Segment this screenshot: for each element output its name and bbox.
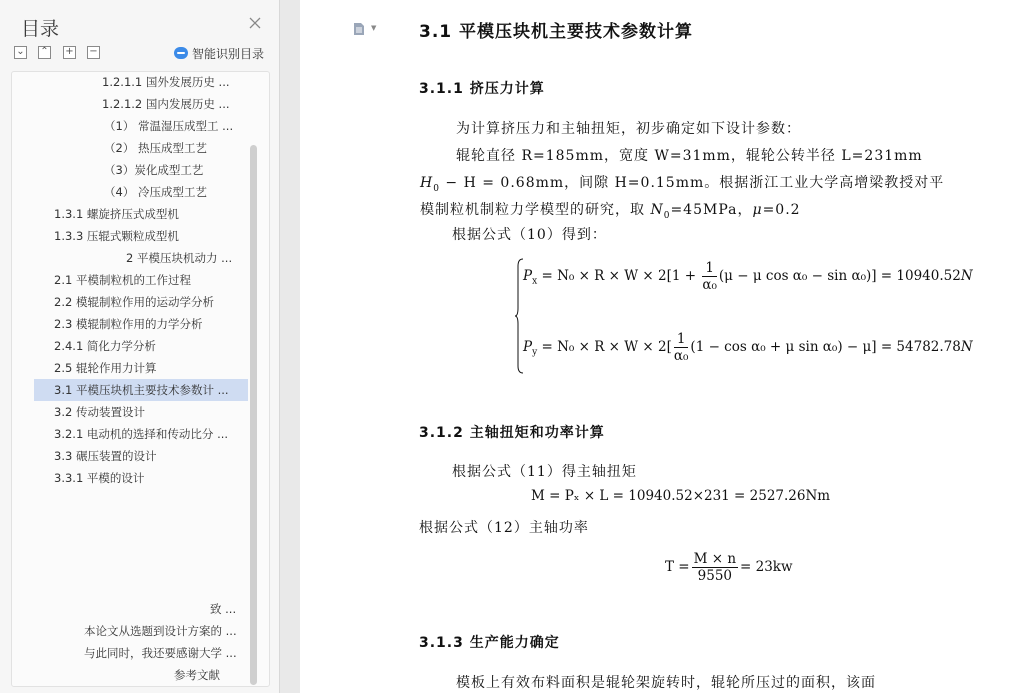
denominator: 9550: [697, 568, 732, 584]
toc-item[interactable]: 2.3 模辊制粒作用的力学分析: [54, 317, 203, 331]
symbol-sub: y: [532, 347, 538, 358]
paragraph: 模板上有效布料面积是辊轮架旋转时，辊轮所压过的面积，该面: [456, 675, 876, 691]
cloud-ai-icon: [174, 47, 188, 59]
paragraph: [420, 199, 801, 221]
toc-title: 目录: [21, 18, 60, 40]
toc-scrollbar[interactable]: [250, 145, 257, 685]
toc-item[interactable]: 1.3.1 螺旋挤压式成型机: [54, 207, 179, 221]
formula-py: [523, 331, 973, 364]
toc-item[interactable]: 本论文从选题到设计方案的 ...: [84, 624, 237, 638]
text: (μ − μ cos α₀ − sin α₀)] = 10940.52: [718, 268, 961, 284]
toc-item[interactable]: 2.5 辊轮作用力计算: [54, 361, 157, 375]
unit: N: [960, 339, 973, 355]
page-icon[interactable]: [353, 22, 365, 36]
symbol: μ: [752, 202, 763, 218]
numerator: 1: [674, 331, 689, 348]
document-page: [300, 0, 1010, 693]
fraction: [702, 260, 717, 293]
expand-up-icon[interactable]: ⌃: [38, 46, 51, 59]
fraction: [674, 331, 689, 364]
text: = N₀ × R × W × 2[: [537, 339, 672, 355]
denominator: α₀: [673, 348, 689, 364]
text: (1 − cos α₀ + μ sin α₀) − μ] = 54782.78: [690, 339, 961, 355]
formula-torque: M = Pₓ × L = 10940.52×231 = 2527.26Nm: [531, 488, 831, 504]
toc-item[interactable]: 2.4.1 简化力学分析: [54, 339, 156, 353]
text: = N₀ × R × W × 2[1 +: [537, 268, 701, 284]
text: 模制粒机制粒力学模型的研究，取: [420, 202, 651, 218]
toc-item[interactable]: 参考文献: [174, 668, 220, 682]
symbol: P: [523, 268, 533, 284]
toc-item[interactable]: 3.3.1 平模的设计: [54, 471, 145, 485]
toc-item[interactable]: 3.2.1 电动机的选择和传动比分 ...: [54, 427, 229, 441]
symbol-sub: x: [532, 276, 538, 287]
symbol: H: [420, 175, 434, 191]
toc-item[interactable]: 2.1 平模制粒机的工作过程: [54, 273, 191, 287]
add-level-icon[interactable]: +: [63, 46, 76, 59]
paragraph: 辊轮直径 R=185mm，宽度 W=31mm，辊轮公转半径 L=231mm: [456, 148, 923, 164]
chevron-down-icon[interactable]: ▼: [371, 24, 377, 32]
subsection-heading: 3.1.1 挤压力计算: [419, 81, 545, 97]
paragraph: [420, 172, 944, 194]
symbol-sub: 0: [433, 183, 440, 194]
toc-item[interactable]: 1.2.1.1 国外发展历史 ...: [102, 75, 230, 89]
toc-item[interactable]: 2.2 模辊制粒作用的运动学分析: [54, 295, 214, 309]
toc-item[interactable]: （2） 热压成型工艺: [104, 141, 207, 155]
toc-item[interactable]: （1） 常温湿压成型工 ...: [104, 119, 234, 133]
toc-item[interactable]: 3.2 传动装置设计: [54, 405, 145, 419]
toc-item[interactable]: （3）炭化成型工艺: [104, 163, 204, 177]
close-icon[interactable]: [247, 15, 263, 31]
section-heading: 3.1 平模压块机主要技术参数计算: [419, 22, 694, 42]
paragraph: 为计算挤压力和主轴扭矩，初步确定如下设计参数：: [456, 121, 801, 137]
formula-power: [665, 551, 793, 584]
formula-px: [523, 260, 973, 293]
toc-sidebar: [0, 0, 280, 693]
toc-item[interactable]: 2 平模压块机动力 ...: [126, 251, 233, 265]
subsection-heading: 3.1.2 主轴扭矩和功率计算: [419, 425, 605, 441]
denominator: α₀: [702, 277, 717, 293]
collapse-all-icon[interactable]: ⌄: [14, 46, 27, 59]
symbol-sub: 0: [663, 210, 671, 221]
numerator: 1: [702, 260, 717, 277]
text: = 23kw: [740, 559, 793, 575]
toc-item[interactable]: 1.3.3 压辊式颗粒成型机: [54, 229, 179, 243]
paragraph: 根据公式（11）得主轴扭矩: [452, 464, 637, 480]
remove-level-icon[interactable]: −: [87, 46, 100, 59]
toc-item-active[interactable]: 3.1 平模压块机主要技术参数计 ...: [34, 379, 248, 401]
toc-item[interactable]: 致 ...: [210, 602, 237, 616]
fraction: [692, 551, 738, 584]
smart-toc-button[interactable]: [174, 45, 264, 61]
smart-toc-label: 智能识别目录: [192, 46, 265, 61]
toc-item[interactable]: 1.2.1.2 国内发展历史 ...: [102, 97, 230, 111]
unit: N: [960, 268, 973, 284]
symbol: N: [650, 202, 664, 218]
toc-item[interactable]: 与此同时，我还要感谢大学 ...: [84, 646, 237, 660]
toc-item[interactable]: （4） 冷压成型工艺: [104, 185, 207, 199]
paragraph: 根据公式（10）得到：: [452, 227, 607, 243]
symbol: P: [523, 339, 533, 355]
paragraph: 根据公式（12）主轴功率: [419, 520, 589, 536]
text: T =: [665, 559, 690, 575]
toc-item[interactable]: 3.3 碾压装置的设计: [54, 449, 157, 463]
text: =0.2: [762, 202, 801, 218]
subsection-heading: 3.1.3 生产能力确定: [419, 635, 560, 651]
text: − H = 0.68mm，间隙 H=0.15mm。根据浙江工业大学高增梁教授对平: [439, 175, 945, 191]
text: =45MPa，: [670, 202, 753, 218]
numerator: M × n: [693, 551, 737, 567]
